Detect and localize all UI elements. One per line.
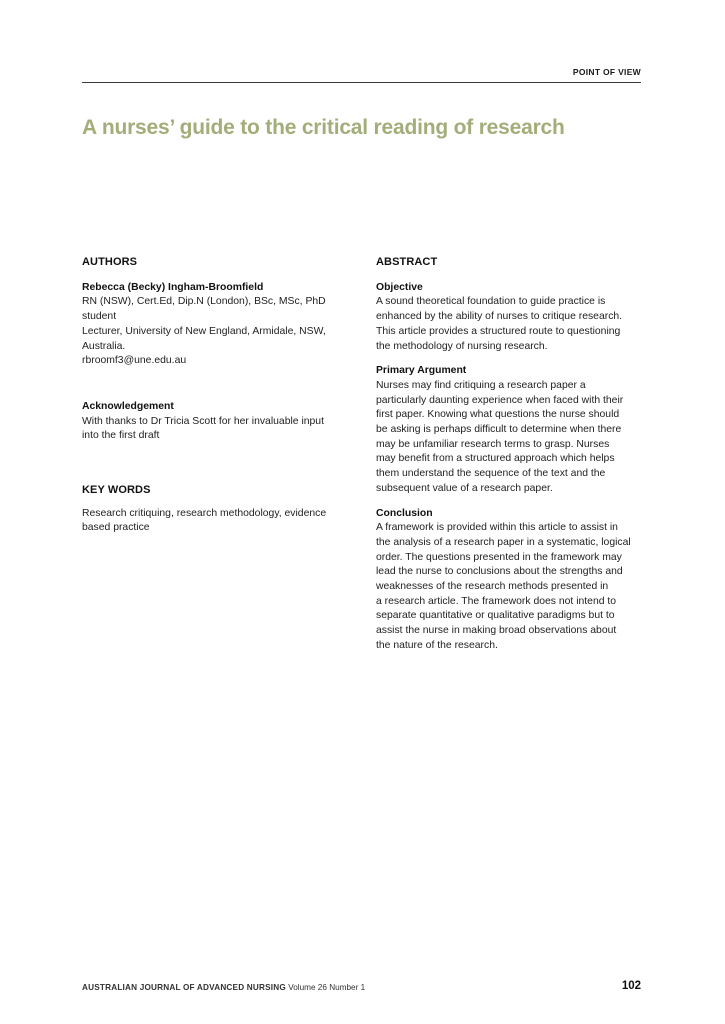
author-affiliation-line: Lecturer, University of New England, Armidale, NSW, <box>82 325 326 337</box>
conclusion-line: separate quantitative or qualitative paradigms but to <box>376 610 615 622</box>
keywords-line: Research critiquing, research methodology, evidence <box>82 507 327 519</box>
primary-argument-line: particularly daunting experience when faced with their <box>376 394 624 406</box>
authors-section <box>82 255 344 369</box>
abstract-section <box>376 255 646 654</box>
author-name: Rebecca (Becky) Ingham-Broomfield <box>82 281 264 293</box>
objective-line: A sound theoretical foundation to guide practice is <box>376 296 606 308</box>
author-email: rbroomf3@une.edu.au <box>82 355 187 367</box>
primary-argument-line: subsequent value of a research paper. <box>376 482 553 494</box>
keywords-line: based practice <box>82 522 150 534</box>
abstract-heading: ABSTRACT <box>376 256 438 268</box>
primary-argument-line: Nurses may find critiquing a research paper a <box>376 379 586 391</box>
acknowledgement-line: With thanks to Dr Tricia Scott for her invaluable input <box>82 415 324 427</box>
conclusion-line: assist the nurse in making broad observations about <box>376 625 617 637</box>
keywords-section <box>82 483 344 536</box>
keywords-heading: KEY WORDS <box>82 484 151 496</box>
primary-argument-line: may benefit from a structured approach which helps <box>376 453 615 465</box>
authors-heading: AUTHORS <box>82 256 138 268</box>
conclusion-section <box>376 507 646 654</box>
primary-argument-section <box>376 364 646 496</box>
journal-name: AUSTRALIAN JOURNAL OF ADVANCED NURSING <box>82 983 286 992</box>
objective-section <box>376 281 646 355</box>
primary-argument-line: them understand the sequence of the text and the <box>376 468 606 480</box>
author-credentials-line: student <box>82 311 117 323</box>
primary-argument-line: first paper. Knowing what questions the nurse should <box>376 409 620 421</box>
journal-volume: Volume 26 Number 1 <box>285 983 366 992</box>
objective-line: the methodology of nursing research. <box>376 340 548 352</box>
conclusion-heading: Conclusion <box>376 507 433 519</box>
acknowledgement-line: into the first draft <box>82 430 160 442</box>
objective-line: This article provides a structured route to questioning <box>376 325 621 337</box>
primary-argument-heading: Primary Argument <box>376 365 467 377</box>
author-credentials-line: RN (NSW), Cert.Ed, Dip.N (London), BSc, MSc, PhD <box>82 296 326 308</box>
conclusion-line: A framework is provided within this article to assist in <box>376 522 618 534</box>
conclusion-line: a research article. The framework does not intend to <box>376 595 617 607</box>
conclusion-line: the nature of the research. <box>376 639 498 651</box>
journal-footer <box>82 983 365 992</box>
primary-argument-line: may be unfamiliar research terms to grasp. Nurses <box>376 438 610 450</box>
header-divider <box>82 82 641 83</box>
conclusion-line: order. The questions presented in the framework may <box>376 551 622 563</box>
acknowledgement-section <box>82 400 344 444</box>
acknowledgement-heading: Acknowledgement <box>82 401 174 412</box>
page-number: 102 <box>621 980 641 992</box>
article-title: A nurses’ guide to the critical reading of research <box>82 116 565 139</box>
author-affiliation-line: Australia. <box>82 340 126 352</box>
conclusion-line: the analysis of a research paper in a systematic, logical <box>376 536 631 548</box>
conclusion-line: weaknesses of the research methods presented in <box>376 581 609 593</box>
objective-line: enhanced by the ability of nurses to critique research. <box>376 311 623 323</box>
section-label: POINT OF VIEW <box>572 67 641 77</box>
conclusion-line: lead the nurse to conclusions about the strengths and <box>376 566 623 578</box>
primary-argument-line: be asking is perhaps difficult to determine when there <box>376 424 622 436</box>
objective-heading: Objective <box>376 281 423 293</box>
